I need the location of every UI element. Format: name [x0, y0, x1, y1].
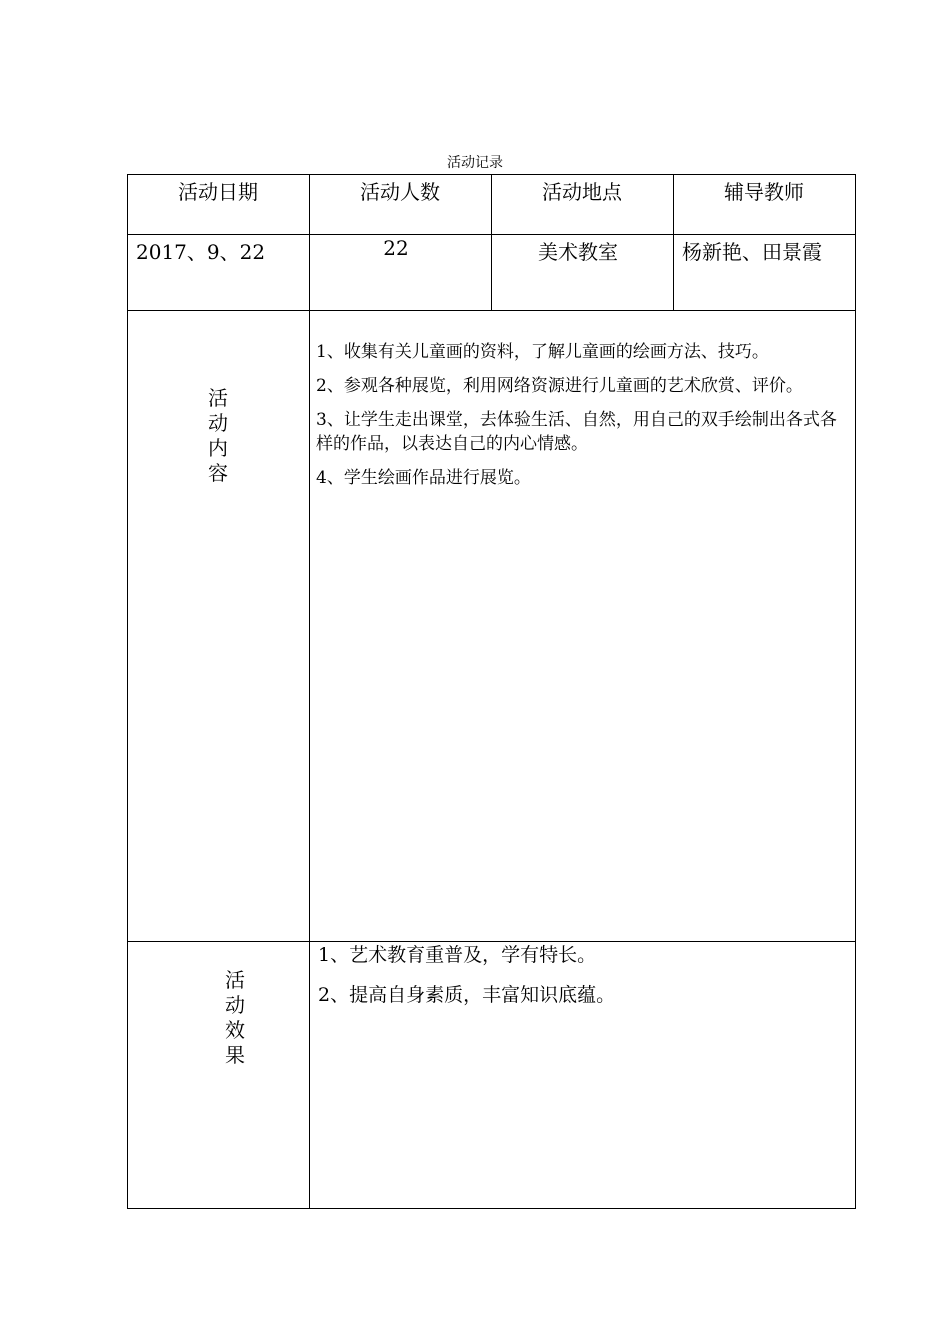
label-char: 动 — [225, 993, 245, 1017]
table-border-right — [855, 174, 856, 1209]
label-char: 活 — [208, 386, 228, 410]
label-char: 动 — [208, 411, 228, 435]
label-char: 效 — [225, 1018, 245, 1042]
label-char: 果 — [225, 1043, 245, 1067]
header-participants: 活动人数 — [360, 180, 440, 204]
effect-section-label — [220, 968, 250, 1068]
table-border-left — [127, 174, 128, 1209]
value-location: 美术教室 — [538, 240, 618, 264]
table-col-divider — [309, 174, 310, 1209]
content-item: 1、收集有关儿童画的资料，了解儿童画的绘画方法、技巧。 — [316, 342, 769, 362]
document-title: 活动记录 — [447, 155, 503, 171]
header-date: 活动日期 — [178, 180, 258, 204]
header-teacher: 辅导教师 — [724, 180, 804, 204]
table-border-bottom — [127, 1208, 856, 1209]
value-date: 2017、9、22 — [136, 240, 266, 264]
content-item: 3、让学生走出课堂，去体验生活、自然，用自己的双手绘制出各式各样的作品，以表达自己的内心情感。 — [316, 410, 837, 454]
effect-item: 1、艺术教育重普及，学有特长。 — [318, 944, 597, 966]
label-char: 活 — [225, 968, 245, 992]
effect-item: 2、提高自身素质，丰富知识底蕴。 — [318, 984, 616, 1006]
content-item: 2、参观各种展览，利用网络资源进行儿童画的艺术欣赏、评价。 — [316, 376, 803, 396]
content-list — [316, 340, 852, 490]
header-location: 活动地点 — [542, 180, 622, 204]
value-teacher: 杨新艳、田景霞 — [682, 240, 822, 264]
content-section-label — [203, 386, 233, 486]
label-char: 内 — [208, 436, 228, 460]
value-participants: 22 — [383, 236, 409, 260]
content-item: 4、学生绘画作品进行展览。 — [316, 468, 531, 488]
label-char: 容 — [208, 461, 228, 485]
effect-list — [318, 935, 848, 1015]
